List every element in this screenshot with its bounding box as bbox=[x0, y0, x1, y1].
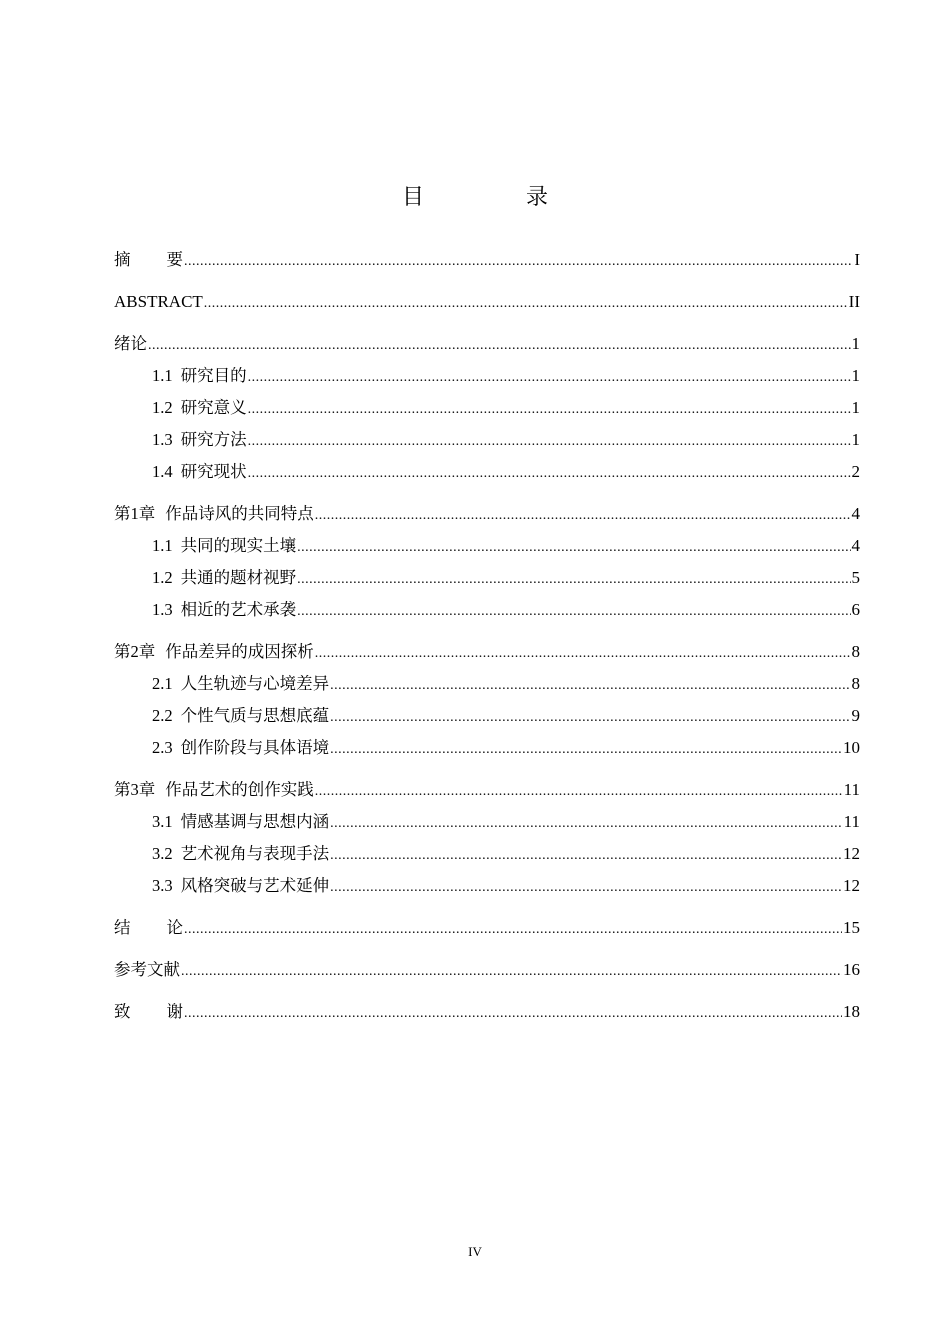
toc-section-title: 风格突破与艺术延伸 bbox=[180, 876, 330, 895]
toc-entry-label bbox=[152, 870, 329, 902]
toc-section-title: 情感基调与思想内涵 bbox=[180, 812, 330, 831]
toc-page-number: 1 bbox=[851, 430, 860, 449]
toc-section-number: 3.3 bbox=[152, 876, 173, 895]
toc-page-number: 4 bbox=[851, 504, 860, 523]
dot-leader bbox=[204, 288, 848, 320]
toc-page-number: 11 bbox=[843, 812, 860, 831]
toc-entry[interactable] bbox=[114, 456, 860, 488]
toc-entry-label bbox=[114, 244, 183, 276]
toc-entry[interactable] bbox=[114, 636, 860, 668]
toc-entry-label bbox=[152, 456, 247, 488]
toc-entry[interactable] bbox=[114, 498, 860, 530]
toc-section-title: 研究目的 bbox=[180, 366, 247, 385]
toc-title-char: 结 bbox=[114, 918, 131, 937]
dot-leader bbox=[315, 776, 843, 808]
dot-leader bbox=[184, 246, 853, 278]
toc-entry[interactable] bbox=[114, 954, 860, 986]
toc-page-number: 1 bbox=[851, 334, 860, 353]
toc-entry-label bbox=[152, 700, 329, 732]
toc-section-title: 共同的现实土壤 bbox=[180, 536, 297, 555]
toc-entry[interactable] bbox=[114, 286, 860, 318]
toc-section-title: 个性气质与思想底蕴 bbox=[180, 706, 330, 725]
toc-section-number: 1.1 bbox=[152, 536, 173, 555]
toc-section-number: 1.2 bbox=[152, 568, 173, 587]
toc-entry-label bbox=[152, 668, 329, 700]
dot-leader bbox=[248, 362, 851, 394]
toc-chapter-number: 2 bbox=[130, 642, 139, 661]
toc-entry[interactable] bbox=[114, 562, 860, 594]
toc-entry[interactable] bbox=[114, 870, 860, 902]
toc-title-char: 致 bbox=[114, 1002, 131, 1021]
toc-page-number: 10 bbox=[843, 738, 860, 757]
dot-leader bbox=[330, 840, 842, 872]
toc-title-char: 摘 bbox=[114, 250, 131, 269]
toc-section-title: 相近的艺术承袭 bbox=[180, 600, 297, 619]
toc-entry[interactable] bbox=[114, 732, 860, 764]
toc-entry-label: ABSTRACT bbox=[114, 292, 203, 311]
toc-chapter-prefix: 第 bbox=[114, 504, 131, 523]
toc-page-number: 1 bbox=[851, 398, 860, 417]
toc-entry[interactable] bbox=[114, 530, 860, 562]
dot-leader bbox=[184, 998, 842, 1030]
dot-leader bbox=[315, 638, 851, 670]
toc-section-number: 2.3 bbox=[152, 738, 173, 757]
dot-leader bbox=[330, 872, 842, 904]
toc-chapter-suffix: 章 bbox=[138, 642, 156, 661]
toc-chapter-prefix: 第 bbox=[114, 780, 131, 799]
toc-page-number: II bbox=[848, 292, 860, 311]
toc-page-number: 2 bbox=[851, 462, 860, 481]
toc-section-number: 3.1 bbox=[152, 812, 173, 831]
page-title: 目 录 bbox=[401, 185, 588, 210]
toc-entry[interactable] bbox=[114, 838, 860, 870]
toc-entry[interactable] bbox=[114, 806, 860, 838]
dot-leader bbox=[330, 808, 843, 840]
dot-leader bbox=[248, 394, 851, 426]
toc-entry-label bbox=[152, 732, 329, 764]
toc-entry[interactable] bbox=[114, 244, 860, 276]
table-of-contents bbox=[114, 244, 860, 1028]
toc-entry-label bbox=[114, 636, 314, 668]
toc-section-title: 研究现状 bbox=[180, 462, 247, 481]
toc-entry[interactable] bbox=[114, 668, 860, 700]
toc-chapter-number: 1 bbox=[130, 504, 139, 523]
toc-page-number: 12 bbox=[843, 876, 860, 895]
dot-leader bbox=[248, 426, 851, 458]
toc-page-number: 12 bbox=[843, 844, 860, 863]
toc-section-number: 1.3 bbox=[152, 600, 173, 619]
dot-leader bbox=[330, 670, 850, 702]
toc-title-char: 谢 bbox=[166, 1002, 183, 1021]
toc-entry[interactable] bbox=[114, 360, 860, 392]
toc-section-title: 人生轨迹与心境差异 bbox=[180, 674, 330, 693]
toc-entry[interactable] bbox=[114, 424, 860, 456]
toc-chapter-title: 作品诗风的共同特点 bbox=[165, 504, 314, 523]
toc-page-number: 9 bbox=[851, 706, 860, 725]
toc-section-number: 1.1 bbox=[152, 366, 173, 385]
dot-leader bbox=[297, 564, 850, 596]
toc-entry-label bbox=[152, 392, 247, 424]
toc-entry-label: 参考文献 bbox=[114, 960, 180, 979]
toc-section-title: 创作阶段与具体语境 bbox=[180, 738, 330, 757]
page-number-footer: IV bbox=[468, 1244, 482, 1259]
toc-entry-label bbox=[114, 912, 183, 944]
toc-page-number: 18 bbox=[843, 1002, 860, 1021]
toc-page-number: 6 bbox=[851, 600, 860, 619]
toc-chapter-suffix: 章 bbox=[138, 504, 156, 523]
toc-section-number: 1.4 bbox=[152, 462, 173, 481]
toc-entry[interactable] bbox=[114, 996, 860, 1028]
toc-section-number: 2.1 bbox=[152, 674, 173, 693]
toc-entry-label bbox=[152, 424, 247, 456]
toc-page-number: 5 bbox=[851, 568, 860, 587]
toc-section-title: 研究方法 bbox=[180, 430, 247, 449]
dot-leader bbox=[184, 914, 842, 946]
toc-page-number: 8 bbox=[851, 642, 860, 661]
toc-page-number: 16 bbox=[843, 960, 860, 979]
dot-leader bbox=[181, 956, 842, 988]
toc-section-number: 2.2 bbox=[152, 706, 173, 725]
toc-section-number: 1.3 bbox=[152, 430, 173, 449]
dot-leader bbox=[315, 500, 851, 532]
toc-section-title: 共通的题材视野 bbox=[180, 568, 297, 587]
toc-entry[interactable] bbox=[114, 700, 860, 732]
toc-entry[interactable] bbox=[114, 594, 860, 626]
toc-entry-label bbox=[114, 498, 314, 530]
toc-entry[interactable] bbox=[114, 328, 860, 360]
toc-entry-label bbox=[152, 360, 247, 392]
toc-entry-label bbox=[114, 774, 314, 806]
dot-leader bbox=[248, 458, 851, 490]
toc-chapter-number: 3 bbox=[130, 780, 139, 799]
toc-entry-label: 绪论 bbox=[114, 334, 147, 353]
toc-entry[interactable] bbox=[114, 912, 860, 944]
toc-section-number: 3.2 bbox=[152, 844, 173, 863]
dot-leader bbox=[297, 532, 850, 564]
toc-chapter-title: 作品差异的成因探析 bbox=[165, 642, 314, 661]
toc-page-number: 4 bbox=[851, 536, 860, 555]
toc-section-title: 研究意义 bbox=[180, 398, 247, 417]
dot-leader bbox=[148, 330, 851, 362]
toc-page-number: I bbox=[854, 250, 860, 269]
toc-title-char: 要 bbox=[166, 250, 183, 269]
toc-page-number: 11 bbox=[843, 780, 860, 799]
toc-entry[interactable] bbox=[114, 392, 860, 424]
dot-leader bbox=[297, 596, 850, 628]
toc-entry-label bbox=[114, 996, 183, 1028]
toc-entry[interactable] bbox=[114, 774, 860, 806]
toc-chapter-suffix: 章 bbox=[138, 780, 156, 799]
toc-entry-label bbox=[152, 806, 329, 838]
dot-leader bbox=[330, 734, 842, 766]
toc-page-number: 1 bbox=[851, 366, 860, 385]
toc-entry-label bbox=[152, 530, 296, 562]
toc-title-char: 论 bbox=[166, 918, 183, 937]
toc-page-number: 8 bbox=[851, 674, 860, 693]
toc-chapter-prefix: 第 bbox=[114, 642, 131, 661]
toc-chapter-title: 作品艺术的创作实践 bbox=[165, 780, 314, 799]
toc-section-number: 1.2 bbox=[152, 398, 173, 417]
toc-page-number: 15 bbox=[843, 918, 860, 937]
toc-section-title: 艺术视角与表现手法 bbox=[180, 844, 330, 863]
toc-entry-label bbox=[152, 562, 296, 594]
toc-entry-label bbox=[152, 838, 329, 870]
dot-leader bbox=[330, 702, 850, 734]
toc-entry-label bbox=[152, 594, 296, 626]
